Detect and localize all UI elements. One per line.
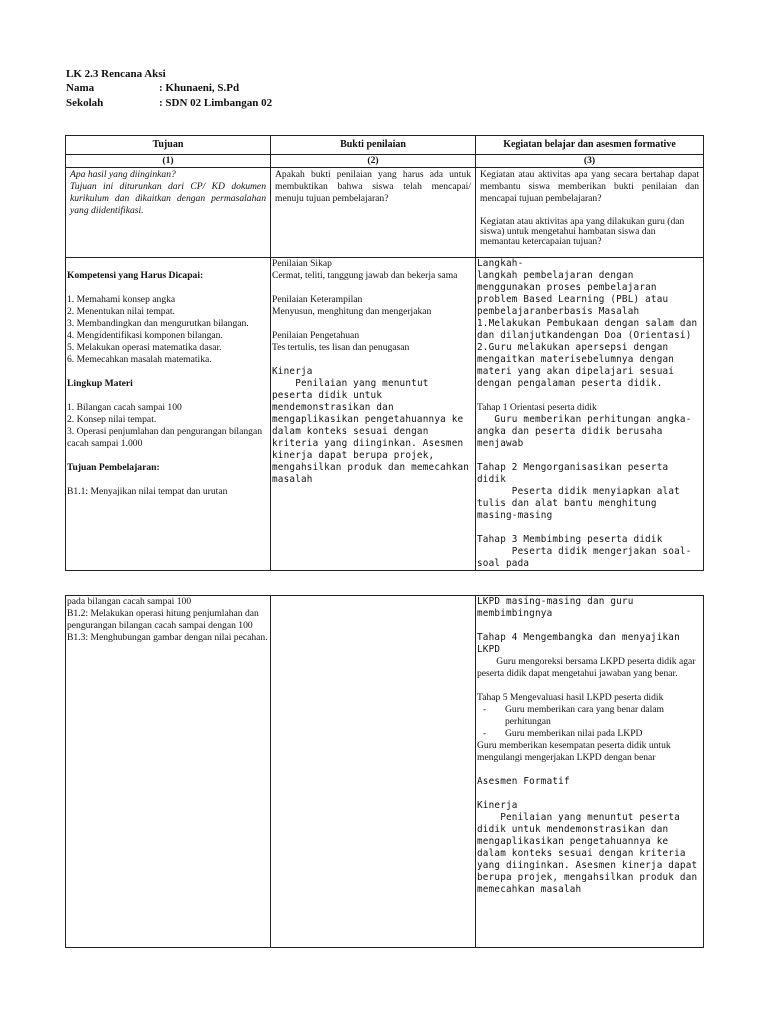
lingkup-title: Lingkup Materi bbox=[67, 378, 133, 389]
nama-row bbox=[66, 82, 240, 94]
tahap-5-list-item bbox=[477, 728, 702, 740]
dash-bullet: - bbox=[483, 728, 487, 739]
header-tujuan: Tujuan bbox=[66, 136, 271, 155]
tahap-5-text: Guru memberikan kesempatan peserta didik untuk mengulangi mengerjakan LKPD dengan benar bbox=[477, 740, 674, 763]
kompetensi-item: 6. Memecahkan masalah matematika. bbox=[67, 354, 212, 365]
rencana-aksi-table-page1 bbox=[65, 135, 704, 571]
kompetensi-item: 1. Memahami konsep angka bbox=[67, 294, 176, 305]
keterampilan-title: Penilaian Keterampilan bbox=[272, 294, 363, 305]
document-title: LK 2.3 Rencana Aksi bbox=[66, 68, 166, 80]
tahap-1-text: Guru memberikan perhitungan angka-angka dan peserta didik berusaha menjawab bbox=[477, 414, 692, 449]
lingkup-item: 2. Konsep nilai tempat. bbox=[67, 414, 157, 425]
number-2: (2) bbox=[271, 155, 476, 168]
langkah-step-2: 2.Guru melakukan apersepsi dengan mengaitkan materisebelumnya dengan materi yang akan dipelajari sesuai dengan pengalaman peserta didik. bbox=[477, 342, 680, 389]
asesmen-formatif-title: Asesmen Formatif bbox=[477, 776, 570, 787]
lingkup-item: 3. Operasi penjumlahan dan pengurangan bilangan cacah sampai 1.000 bbox=[67, 426, 265, 449]
keterampilan-text: Menyusun, menghitung dan mengerjakan bbox=[272, 306, 432, 317]
desc-tujuan: Apa hasil yang diinginkan? Tujuan ini diturunkan dari CP/ KD dokumen kurikulum dan dikaitkan dengan permasalahan yang diidentifikasi. bbox=[70, 169, 266, 216]
tahap-3-text: Peserta didik mengerjakan soal-soal pada bbox=[477, 546, 692, 569]
table-header-row bbox=[66, 136, 704, 155]
tahap-4-text: Guru mengoreksi bersama LKPD peserta didik agar peserta didik dapat mengetahui jawaban yang benar. bbox=[477, 656, 698, 679]
kinerja-text: Penilaian yang menuntut peserta didik untuk mendemonstrasikan dan mengaplikasikan pengetahuannya ke dalam konteks sesuai dengan kriteria yang diinginkan. Asesmen kinerja dapat berupa projek, mengahsilkan produk dan memecahkan masalah bbox=[272, 378, 475, 485]
kompetensi-item: 5. Melakukan operasi matematika dasar. bbox=[67, 342, 222, 353]
nama-value: : Khunaeni, S.Pd bbox=[159, 82, 240, 94]
desc-kegiatan-a: Kegiatan atau aktivitas apa yang secara bertahap dapat membantu siswa memberikan bukti penilaian dan mencapai tujuan pembelajaran? bbox=[480, 169, 702, 204]
desc-bukti: Apakah bukti penilaian yang harus ada untuk membuktikan bahwa siswa telah mencapai/ menuju tujuan pembelajaran? bbox=[275, 169, 474, 204]
pengetahuan-title: Penilaian Pengetahuan bbox=[272, 330, 360, 341]
header-bukti-penilaian: Bukti penilaian bbox=[271, 136, 476, 155]
sekolah-label: Sekolah bbox=[66, 97, 104, 109]
tahap-3-title: Tahap 3 Membimbing peserta didik bbox=[477, 534, 663, 545]
tahap-5-item: Guru memberikan cara yang benar dalam perhitungan bbox=[505, 704, 665, 727]
kompetensi-title: Kompetensi yang Harus Dicapai: bbox=[67, 270, 204, 281]
tahap-5-list-item bbox=[477, 704, 702, 728]
tahap-5-title: Tahap 5 Mengevaluasi hasil LKPD peserta didik bbox=[477, 692, 664, 703]
dash-bullet: - bbox=[483, 704, 487, 715]
tujuan-item-continued: pada bilangan cacah sampai 100 bbox=[67, 596, 192, 607]
tahap-4-title: Tahap 4 Mengembangka dan menyajikan LKPD bbox=[477, 632, 686, 655]
desc-kegiatan-b: Kegiatan atau aktivitas apa yang dilakukan guru (dan siswa) untuk mengetahui hambatan siswa dan memantau ketercapaian tujuan? bbox=[480, 216, 685, 247]
langkah-label: Langkah- bbox=[477, 258, 524, 269]
kinerja-title: Kinerja bbox=[272, 366, 313, 377]
tujuan-item: B1.3: Menghubungan gambar dengan nilai pecahan. bbox=[67, 632, 268, 643]
header-kegiatan: Kegiatan belajar dan asesmen formative bbox=[476, 136, 704, 155]
sikap-text: Cermat, teliti, tanggung jawab dan bekerja sama bbox=[272, 270, 458, 281]
tujuan-item: B1.2: Melakukan operasi hitung penjumlahan dan pengurangan bilangan cacah sampai dengan 100 bbox=[67, 608, 262, 631]
content-row-page2 bbox=[66, 596, 704, 948]
tujuan-pembelajaran-title: Tujuan Pembelajaran: bbox=[67, 462, 160, 473]
lingkup-item: 1. Bilangan cacah sampai 100 bbox=[67, 402, 182, 413]
pengetahuan-text: Tes tertulis, tes lisan dan penugasan bbox=[272, 342, 410, 353]
kinerja-title: Kinerja bbox=[477, 800, 518, 811]
rencana-aksi-table-page2 bbox=[65, 595, 704, 948]
content-row-page1 bbox=[66, 258, 704, 571]
description-row bbox=[66, 168, 704, 258]
kompetensi-item: 3. Membandingkan dan mengurutkan bilangan. bbox=[67, 318, 249, 329]
kinerja-text: Penilaian yang menuntut peserta didik untuk mendemonstrasikan dan mengaplikasikan pengetahuannya ke dalam konteks sesuai dengan kriteria yang diinginkan. Asesmen kinerja dapat berupa projek, mengahsilkan produk dan memecahkan masalah bbox=[477, 812, 704, 895]
tahap-2-title: Tahap 2 Mengorganisasikan peserta didik bbox=[477, 462, 675, 485]
langkah-text: langkah pembelajaran dengan menggunakan proses pembelajaran problem Based Learning (PBL) atau pembelajaranberbasis Masalah bbox=[477, 270, 675, 317]
kompetensi-item: 2. Menentukan nilai tempat. bbox=[67, 306, 175, 317]
table-number-row bbox=[66, 155, 704, 168]
tahap-1-title: Tahap 1 Orientasi peserta didik bbox=[477, 402, 597, 413]
sikap-title: Penilaian Sikap bbox=[272, 258, 332, 269]
number-3: (3) bbox=[476, 155, 704, 168]
sekolah-row bbox=[66, 97, 273, 109]
langkah-step-1: 1.Melakukan Pembukaan dengan salam dan dan dilanjutkandengan Doa (Orientasi) bbox=[477, 318, 704, 341]
nama-label: Nama bbox=[66, 82, 95, 94]
empty-cell bbox=[271, 596, 476, 948]
number-1: (1) bbox=[66, 155, 271, 168]
lkpd-text: LKPD masing-masing dan guru membimbingnya bbox=[477, 596, 640, 619]
tahap-2-text: Peserta didik menyiapkan alat tulis dan alat bantu menghitung masing-masing bbox=[477, 486, 686, 521]
tujuan-item: B1.1: Menyajikan nilai tempat dan urutan bbox=[67, 486, 228, 497]
kompetensi-item: 4. Mengidentifikasi komponen bilangan. bbox=[67, 330, 223, 341]
tahap-5-item: Guru memberikan nilai pada LKPD bbox=[505, 728, 643, 739]
sekolah-value: : SDN 02 Limbangan 02 bbox=[159, 97, 273, 109]
